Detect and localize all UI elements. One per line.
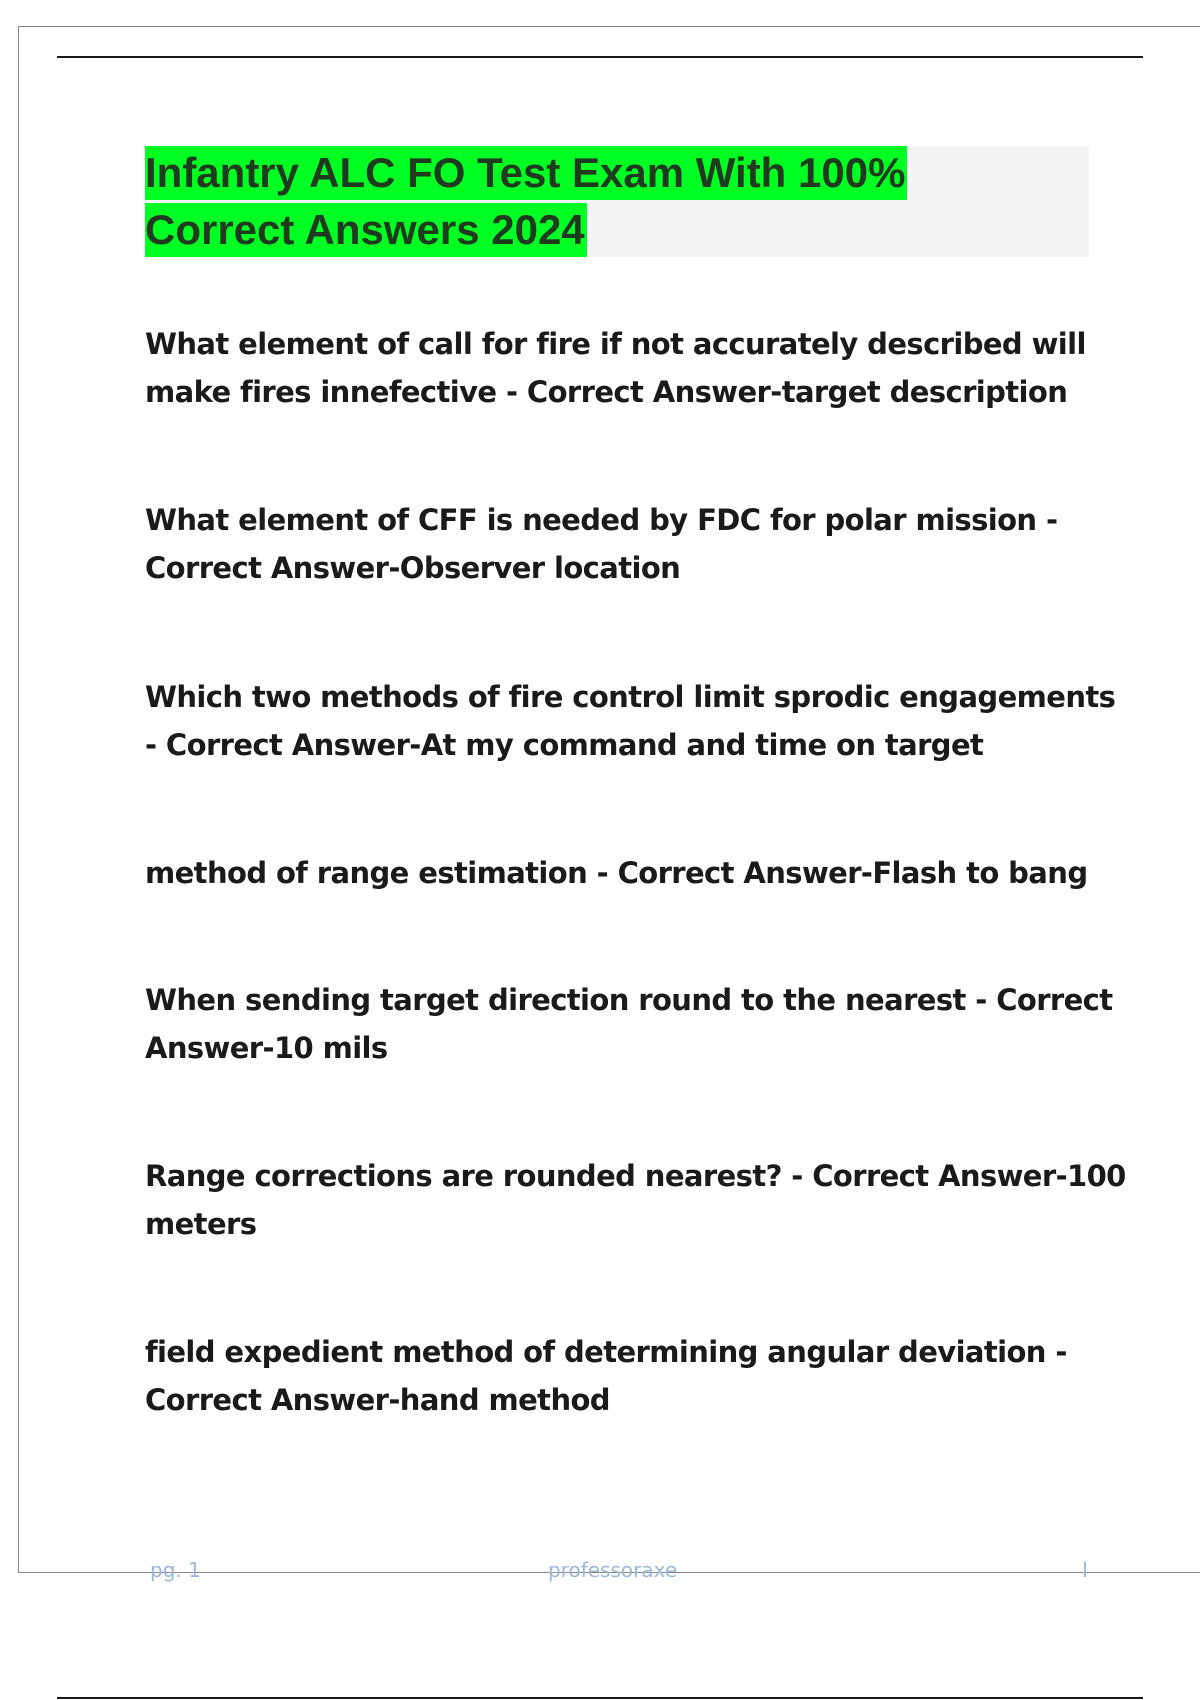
header-rule bbox=[57, 56, 1143, 58]
qa-item-1 bbox=[145, 320, 1095, 416]
qa-line: Range corrections are rounded nearest? - Correct Answer-100 bbox=[145, 1159, 1126, 1193]
title-line-2: Correct Answers 2024 bbox=[145, 203, 587, 257]
footer-mark: I bbox=[1082, 1558, 1088, 1582]
qa-item-3 bbox=[145, 673, 1116, 769]
qa-line: Answer-10 mils bbox=[145, 1031, 388, 1065]
qa-line: What element of call for fire if not accurately described will bbox=[145, 327, 1086, 361]
title-line-1: Infantry ALC FO Test Exam With 100% bbox=[145, 146, 907, 200]
qa-line: Which two methods of fire control limit sprodic engagements bbox=[145, 680, 1116, 714]
qa-item-5 bbox=[145, 976, 1113, 1072]
document-title bbox=[145, 146, 1089, 257]
footer-rule bbox=[57, 1697, 1143, 1699]
page-footer bbox=[0, 1558, 1200, 1588]
footer-page-number: pg. 1 bbox=[150, 1558, 201, 1582]
qa-item-7 bbox=[145, 1328, 1095, 1424]
qa-line: field expedient method of determining angular deviation - bbox=[145, 1335, 1067, 1369]
qa-item-2 bbox=[145, 496, 1095, 592]
qa-item-4 bbox=[145, 849, 1095, 897]
qa-line: make fires innefective - Correct Answer-target description bbox=[145, 375, 1068, 409]
qa-line: meters bbox=[145, 1207, 257, 1241]
qa-line: - Correct Answer-At my command and time on target bbox=[145, 728, 984, 762]
qa-line: What element of CFF is needed by FDC for polar mission - bbox=[145, 503, 1058, 537]
qa-item-6 bbox=[145, 1152, 1126, 1248]
qa-line: method of range estimation - Correct Answer-Flash to bang bbox=[145, 856, 1088, 890]
qa-line: When sending target direction round to the nearest - Correct bbox=[145, 983, 1113, 1017]
qa-line: Correct Answer-Observer location bbox=[145, 551, 681, 585]
footer-author: professoraxe bbox=[548, 1558, 678, 1582]
qa-line: Correct Answer-hand method bbox=[145, 1383, 610, 1417]
